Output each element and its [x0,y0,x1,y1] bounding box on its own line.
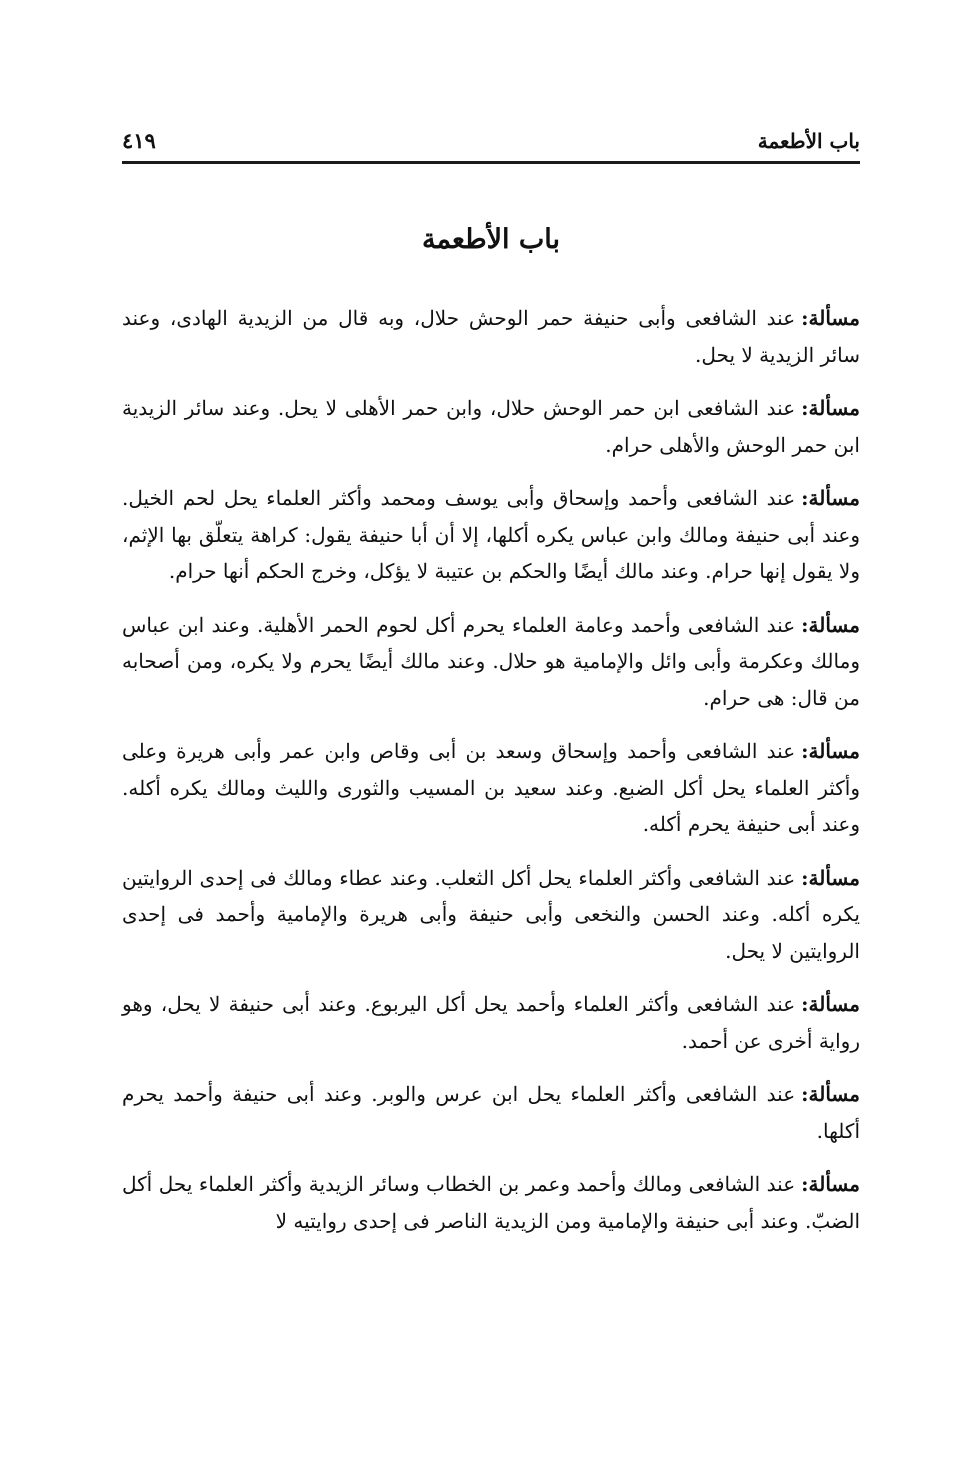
issue-label: مسألة: [801,612,860,637]
issue-label: مسألة: [801,486,860,510]
paragraph [122,733,860,843]
paragraph-text: عند الشافعى ومالك وأحمد وعمر بن الخطاب وسائر الزيدية وأكثر العلماء يحل أكل الضبّ. وعند أبى حنيفة والإمامية ومن الزيدية الناصر فى إحدى روايتيه لا [122,1172,860,1233]
paragraph [122,607,860,717]
issue-label: مسألة: [801,1082,860,1106]
paragraph [122,986,860,1059]
issue-label: مسألة: [801,1172,860,1196]
paragraph-text: عند الشافعى وأحمد وإسحاق وأبى يوسف ومحمد وأكثر العلماء يحل لحم الخيل. وعند أبى حنيفة ومالك وابن عباس يكره أكلها، إلا أن أبا حنيفة يقول: كراهة يتعلّق بها الإثم، ولا يقول إنها حرام. وعند مالك أيضًا والحكم بن عتيبة لا يؤكل، وخرج الحكم أنها حرام. [122,486,860,583]
paragraph [122,1166,860,1239]
issue-label: مسألة: [801,739,860,763]
paragraph-text: عند الشافعى وأحمد وعامة العلماء يحرم أكل لحوم الحمر الأهلية. وعند ابن عباس ومالك وعكرمة وأبى وائل والإمامية هو حلال. وعند مالك أيضًا يحرم ولا يكره، ومن أصحابه من قال: هى حرام. [122,612,860,710]
paragraph [122,390,860,463]
paragraph-text: عند الشافعى ابن حمر الوحش حلال، وابن حمر الأهلى لا يحل. وعند سائر الزيدية ابن حمر الوحش والأهلى حرام. [122,396,860,457]
paragraph-text: عند الشافعى وأكثر العلماء يحل أكل الثعلب. وعند عطاء ومالك فى إحدى الروايتين يكره أكله. وعند الحسن والنخعى وأبى حنيفة وأبى هريرة والإمامية وأحمد فى إحدى الروايتين لا يحل. [122,865,860,963]
paragraph [122,480,860,590]
issue-label: مسألة: [801,992,860,1016]
running-header [122,118,860,164]
paragraph-text: عند الشافعى وأكثر العلماء يحل ابن عرس والوبر. وعند أبى حنيفة وأحمد يحرم أكلها. [122,1082,860,1143]
issue-label: مسألة: [801,306,860,330]
running-title: باب الأطعمة [757,129,860,153]
paragraph-text: عند الشافعى وأبى حنيفة حمر الوحش حلال، وبه قال من الزيدية الهادى، وعند سائر الزيدية لا يحل. [122,306,860,367]
paragraph [122,300,860,373]
chapter-title: باب الأطعمة [421,224,561,255]
paragraph-text: عند الشافعى وأحمد وإسحاق وسعد بن أبى وقاص وابن عمر وأبى هريرة وعلى وأكثر العلماء يحل أكل الضبع. وعند سعيد بن المسيب والثورى والليث ومالك يكره أكله. وعند أبى حنيفة يحرم أكله. [122,739,860,836]
paragraph [122,860,860,970]
paragraph-text: عند الشافعى وأكثر العلماء وأحمد يحل أكل اليربوع. وعند أبى حنيفة لا يحل، وهو رواية أخرى عن أحمد. [122,992,860,1053]
page-number: ٤١٩ [122,128,156,153]
issue-label: مسألة: [801,396,860,420]
page-body [122,300,860,1256]
issue-label: مسألة: [801,865,860,890]
paragraph [122,1076,860,1149]
